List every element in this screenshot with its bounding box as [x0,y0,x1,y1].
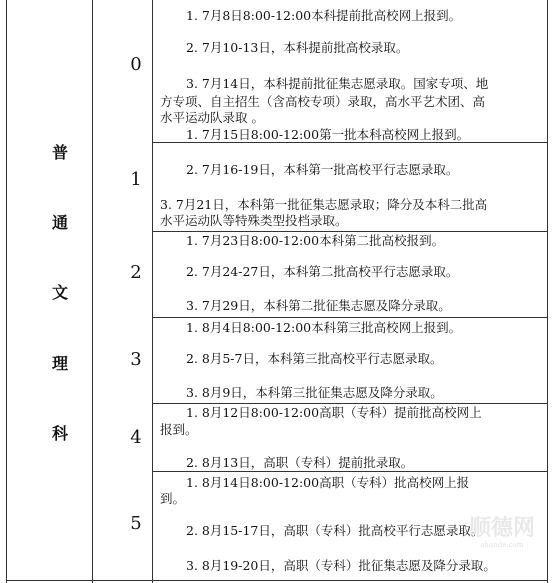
schedule-line: 2. 7月24-27日，本科第二批高校平行志愿录取。 [186,264,459,279]
column-divider [92,0,93,583]
row-divider [152,317,547,318]
category-char: 通 [51,213,68,232]
category-char: 文 [51,283,68,302]
schedule-line: 1. 8月14日8:00-12:00高职（专科）批高校网上报 [186,475,470,490]
watermark-url: shunde.com [480,541,524,549]
schedule-line: 3. 8月9日，本科第三批征集志愿及降分录取。 [186,385,443,400]
schedule-line: 水平运动队录取 。 [160,110,264,125]
schedule-line: 3. 7月14日，本科提前批征集志愿录取。国家专项、地 [186,76,489,91]
batch-number: 1 [130,169,142,190]
schedule-line: 2. 8月5-7日，本科第三批高校平行志愿录取。 [186,351,443,366]
site-watermark [466,515,538,549]
row-divider [152,403,547,404]
row-divider [152,231,547,232]
row-divider [6,580,547,581]
schedule-line: 1. 8月4日8:00-12:00本科第三批高校网上报到。 [186,320,462,335]
schedule-line: 2. 8月13日，高职（专科）提前批录取。 [186,455,414,470]
row-divider [152,471,547,472]
schedule-line: 1. 7月23日8:00-12:00本科第二批高校报到。 [186,233,445,248]
table-border-right [547,0,548,583]
category-label [38,0,82,583]
schedule-line: 报到。 [160,422,198,437]
batch-number: 4 [130,427,142,448]
schedule-line: 3. 7月21日，本科第一批征集志愿录取；降分及本科二批高 [160,197,488,212]
schedule-line: 2. 7月16-19日，本科第一批高校平行志愿录取。 [186,162,459,177]
watermark-title: 顺德网 [468,515,535,541]
category-char: 科 [51,424,68,443]
batch-number: 3 [130,349,142,370]
schedule-line: 3. 7月29日，本科第二批征集志愿及降分录取。 [186,298,451,313]
schedule-line: 1. 7月15日8:00-12:00第一批本科高校网上报到。 [186,127,470,142]
schedule-line: 2. 8月15-17日，高职（专科）批高校平行志愿录取。 [186,523,484,538]
schedule-line: 方专项、自主招生（含高校专项）录取，高水平艺术团、高 [160,94,486,109]
category-char: 普 [51,143,68,162]
batch-number: 2 [130,262,142,283]
category-char: 理 [51,354,68,373]
schedule-line: 1. 8月12日8:00-12:00高职（专科）提前批高校网上 [186,405,482,420]
schedule-line: 1. 7月8日8:00-12:00本科提前批高校网上报到。 [186,8,462,23]
batch-number: 5 [130,513,142,534]
schedule-line: 水平运动队等特殊类型投档录取。 [160,213,348,228]
table-border-left [6,0,7,583]
schedule-line: 2. 7月10-13日，本科提前批高校录取。 [186,40,409,55]
column-divider [152,0,153,583]
batch-number: 0 [130,54,142,75]
schedule-line: 到。 [160,491,186,506]
schedule-line: 3. 8月19-20日，高职（专科）批征集志愿及降分录取。 [186,558,496,573]
